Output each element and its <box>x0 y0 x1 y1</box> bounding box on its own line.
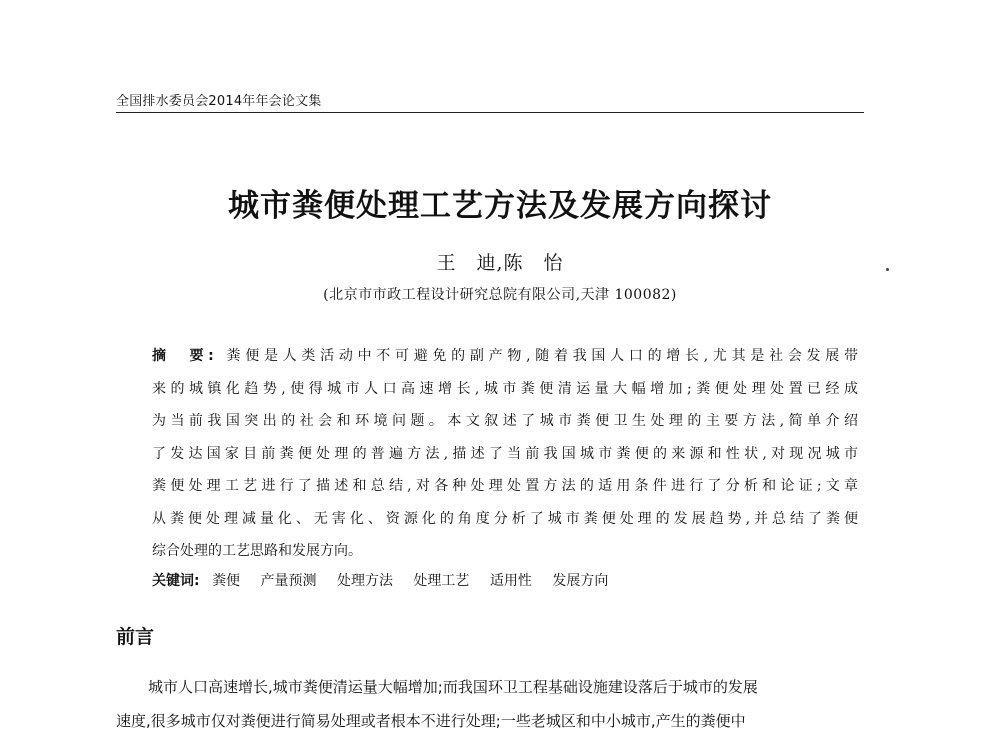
keywords <box>152 570 624 590</box>
running-header <box>116 88 864 113</box>
abstract-line-text: 粪便是人类活动中不可避免的副产物,随着我国人口的增长,尤其是社会发展带 <box>221 348 858 364</box>
abstract-line <box>152 340 858 373</box>
article-authors: 王 迪,陈 怡 <box>436 252 564 274</box>
abstract-line: 来的城镇化趋势,使得城市人口高速增长,城市粪便清运量大幅增加;粪便处理处置已经成 <box>152 380 858 397</box>
article-title: 城市粪便处理工艺方法及发展方向探讨 <box>228 188 772 224</box>
keyword: 处理工艺 <box>413 573 470 589</box>
keyword: 处理方法 <box>336 573 393 589</box>
keyword: 适用性 <box>489 573 532 589</box>
abstract <box>152 340 858 568</box>
abstract-line: 粪便处理工艺进行了描述和总结,对各种处理处置方法的适用条件进行了分析和论证;文章 <box>152 478 858 494</box>
journal-name: 全国排水委员会2014年年会论文集 <box>116 94 322 109</box>
abstract-line: 了发达国家目前粪便处理的普遍方法,描述了当前我国城市粪便的来源和性状,对现况城市 <box>152 445 858 462</box>
author-affiliation: (北京市市政工程设计研究总院有限公司,天津 100082) <box>323 287 677 303</box>
abstract-line: 从粪便处理减量化、无害化、资源化的角度分析了城市粪便处理的发展趋势,并总结了粪便 <box>152 510 858 527</box>
keyword: 产量预测 <box>260 573 317 589</box>
body-text <box>116 670 864 738</box>
keywords-label: 关键词: <box>152 573 200 589</box>
body-line: 速度,很多城市仅对粪便进行简易处理或者根本不进行处理;一些老城区和中小城市,产生的粪便中 <box>116 712 746 730</box>
keyword: 粪便 <box>212 573 241 589</box>
abstract-line: 为当前我国突出的社会和环境问题。本文叙述了城市粪便卫生处理的主要方法,简单介绍 <box>152 413 858 429</box>
scan-speck <box>886 268 889 271</box>
abstract-label: 摘 要: <box>152 348 214 364</box>
body-line: 城市人口高速增长,城市粪便清运量大幅增加;而我国环卫工程基础设施建设落后于城市的发展 <box>148 678 758 696</box>
section-heading: 前言 <box>116 626 155 648</box>
abstract-line: 综合处理的工艺思路和发展方向。 <box>152 543 362 559</box>
keyword: 发展方向 <box>552 573 609 589</box>
